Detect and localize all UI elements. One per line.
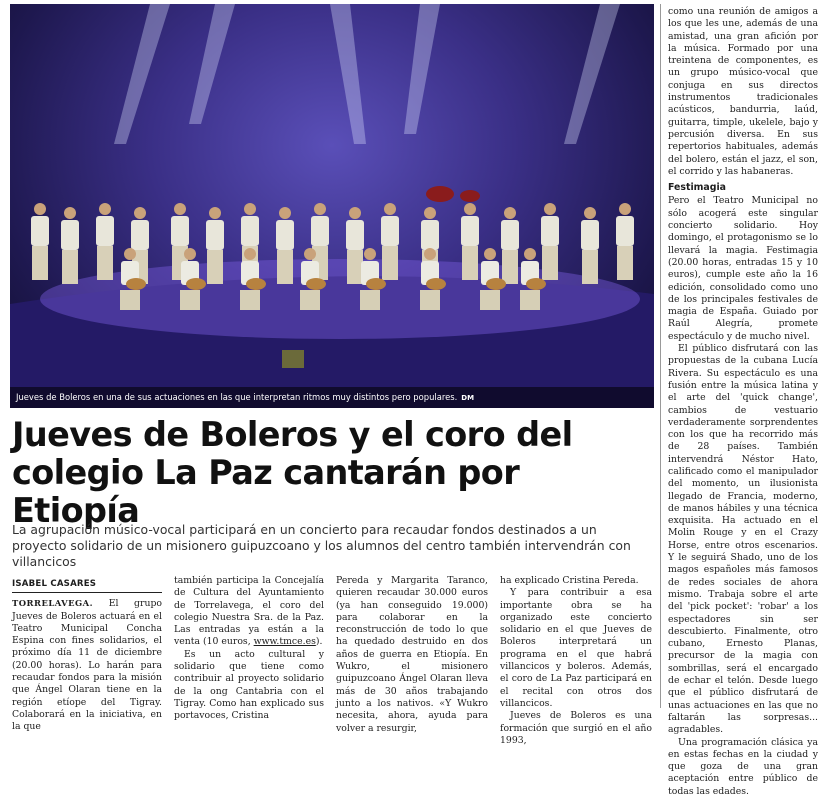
article-paragraph: Jueves de Boleros es una formación que surgió en el año 1993, [500,710,652,746]
guitar [526,278,546,290]
light-beam [189,4,235,124]
performer-trousers [62,250,78,284]
performer-shirt [616,216,634,246]
article-column-2 [174,575,324,722]
concert-photo [10,4,654,408]
performer-shirt [381,216,399,246]
article-paragraph: El público disfrutará con las propuestas de la cubana Lucía Rivera. Su espectáculo es una fusión entre la música latina y el arte del 'quick change', cambios de vestuario verdaderamente sorprendentes con los que ha recorrido más de 28 países. También intervendrá Néstor Hato, calificado como el manipulador del momento, un ilusionista llegado de Francia, moderno, de manos hábiles y una técnica exquisita. Ha actuado en el Molin Rouge y en el Crazy Horse, entre otros escenarios. Y le seguirá Shado, uno de los magos españoles más famosos de redes sociales de ahora mismo. Trabaja sobre el arte del 'pick pocket': 'robar' a los espectadores sin ser descubierto. Finalmente, otro cubano, Ernesto Planas, precursor de la magia con sombrillas, será el encargado de echar el telón. Desde luego que el público disfrutará de unas actuaciones en las que no faltarán las sorpresas... agradables. [668,343,818,736]
musician-trousers [300,290,320,310]
performer-head [34,203,46,215]
article-column-5 [668,6,818,797]
article-column-1 [12,578,162,733]
article-paragraph: Es un acto cultural y solidario que tiene como contribuir al proyecto solidario de la ong Cantabria con el Tigray. Como han explicado sus portavoces, Cristina [174,648,324,722]
performer-shirt [171,216,189,246]
performer-head [244,203,256,215]
article-subhead: La agrupación músico-vocal participará en un concierto para recaudar fondos destinados a un proyecto solidario de un misionero guipuzcoano y los alumnos del centro también intervendrán con villancicos [12,522,631,569]
guitar [486,278,506,290]
article-column-3 [336,575,488,734]
drum [426,186,454,202]
performer-shirt [311,216,329,246]
musician-head [424,248,436,260]
performer-shirt [461,216,479,246]
performer-head [174,203,186,215]
paragraph-text: El grupo Jueves de Boleros actuará en el Teatro Municipal Concha Espina con fines solidarios, el próximo día 11 de diciembre (20.00 horas). Lo harán para recaudar fondos para la misión que Ángel Olaran tiene en la región etíope del Tigray. Colaborará en la iniciativa, en la que [12,598,162,733]
performer-shirt [31,216,49,246]
performer-trousers [582,250,598,284]
section-title-festimagia: Festimagia [668,182,727,194]
performer-head [314,203,326,215]
performer-head [619,203,631,215]
performer-shirt [581,220,599,250]
article-paragraph [174,575,324,649]
musician-trousers [360,290,380,310]
performer-shirt [61,220,79,250]
article-paragraph [12,597,162,733]
article-paragraph: Una programación clásica ya en estas fechas en la ciudad y que goza de una gran aceptación entre público de todas las edades. [668,736,818,797]
article-paragraph: Pereda y Margarita Taranco, quieren recaudar 30.000 euros (ya han conseguido 19.000) para colaborar en la reconstrucción de todo lo que ha quedado destruido en dos años de guerra en Etiopía. En Wukro, el misionero guipuzcoano Ángel Olaran lleva más de 30 años trabajando junto a los nativos. «Y Wukro necesita, ahora, ayuda para volver a resurgir, [336,575,488,734]
photo-credit: DM [461,394,475,402]
musician-head [304,248,316,260]
performer-trousers [542,246,558,280]
musician-trousers [240,290,260,310]
musician-head [124,248,136,260]
guitar [366,278,386,290]
performer-shirt [96,216,114,246]
musician-trousers [120,290,140,310]
performer-shirt [501,220,519,250]
performer-head [584,207,596,219]
light-beam [114,4,170,144]
performer-trousers [382,246,398,280]
article-column-4 [500,575,652,746]
article-paragraph: ha explicado Cristina Pereda. [500,575,639,586]
performer-shirt [346,220,364,250]
article-paragraph: como una reunión de amigos a los que les une, además de una amistad, una gran afición por la música. Formado por una treintena de componentes, es un grupo músico-vocal que conjuga en sus directos instrumentos tradicionales acústicos, bandurria, laúd, guitarra, timple, ukelele, bajo y percusión diversa. En sus repertorios habituales, además del bolero, están el jazz, el son, el corrido y las habaneras. [668,6,818,177]
article-dateline: TORRELAVEGA. [12,598,94,609]
performer-head [64,207,76,219]
performer-shirt [206,220,224,250]
guitar [306,278,326,290]
article-headline: Jueves de Boleros y el coro del colegio La Paz cantarán por Etiopía [12,415,573,530]
performer-head [464,203,476,215]
performer-head [209,207,221,219]
performer-head [279,207,291,219]
guitar [126,278,146,290]
article-paragraph: Pero el Teatro Municipal no sólo acogerá este singular concierto solidario. Hoy domingo, el protagonismo se lo llevará la magia. Festimagia (20.00 horas, entradas 15 y 10 euros), cumple este año la 16 edición, consolidado como uno de los principales festivales de magia de España. Guiado por Raúl Alegría, promete espectáculo y de mucho nivel. [668,195,818,342]
guitar [246,278,266,290]
light-beam [564,4,620,144]
light-beam [330,4,366,144]
article-paragraph: Y para contribuir a esa importante obra se ha organizado este concierto solidario en el que Jueves de Boleros interpretará un programa en el que habrá villancicos y boleros. Además, el coro de La Paz participará en el recital con otros dos villancicos. [500,587,652,709]
performer-shirt [421,220,439,250]
author-byline: ISABEL CASARES [12,578,162,593]
light-beam [404,4,440,134]
musician-trousers [480,290,500,310]
photo-caption-text: Jueves de Boleros en una de sus actuaciones en las que interpretan ritmos muy distintos pero populares. [16,392,458,402]
musician-trousers [520,290,540,310]
guitar [426,278,446,290]
performer-trousers [97,246,113,280]
musician-trousers [420,290,440,310]
stage-monitor [282,350,304,368]
stage-illustration [10,4,654,408]
performer-head [134,207,146,219]
musician-trousers [180,290,200,310]
performer-shirt [241,216,259,246]
performer-trousers [462,246,478,280]
performer-trousers [277,250,293,284]
performer-head [384,203,396,215]
performer-head [424,207,436,219]
drum [460,190,480,202]
performer-head [544,203,556,215]
performer-trousers [617,246,633,280]
performer-head [504,207,516,219]
performer-trousers [32,246,48,280]
musician-head [484,248,496,260]
photo-caption [10,387,654,408]
guitar [186,278,206,290]
performer-head [349,207,361,219]
musician-head [524,248,536,260]
musician-head [364,248,376,260]
performer-trousers [502,250,518,284]
paragraph-text: ). [315,636,323,648]
musician-head [184,248,196,260]
performer-trousers [347,250,363,284]
ticket-website-link[interactable]: www.tmce.es [253,636,316,648]
musician-head [244,248,256,260]
paragraph-text: también participa la Concejalía de Cultura del Ayuntamiento de Torrelavega, el coro del colegio Nuestra Sra. de la Paz. Las entradas ya están a la venta (10 euros, [174,575,324,648]
performer-shirt [541,216,559,246]
column-divider [660,4,661,708]
performer-shirt [276,220,294,250]
performer-shirt [131,220,149,250]
performer-trousers [207,250,223,284]
performer-head [99,203,111,215]
